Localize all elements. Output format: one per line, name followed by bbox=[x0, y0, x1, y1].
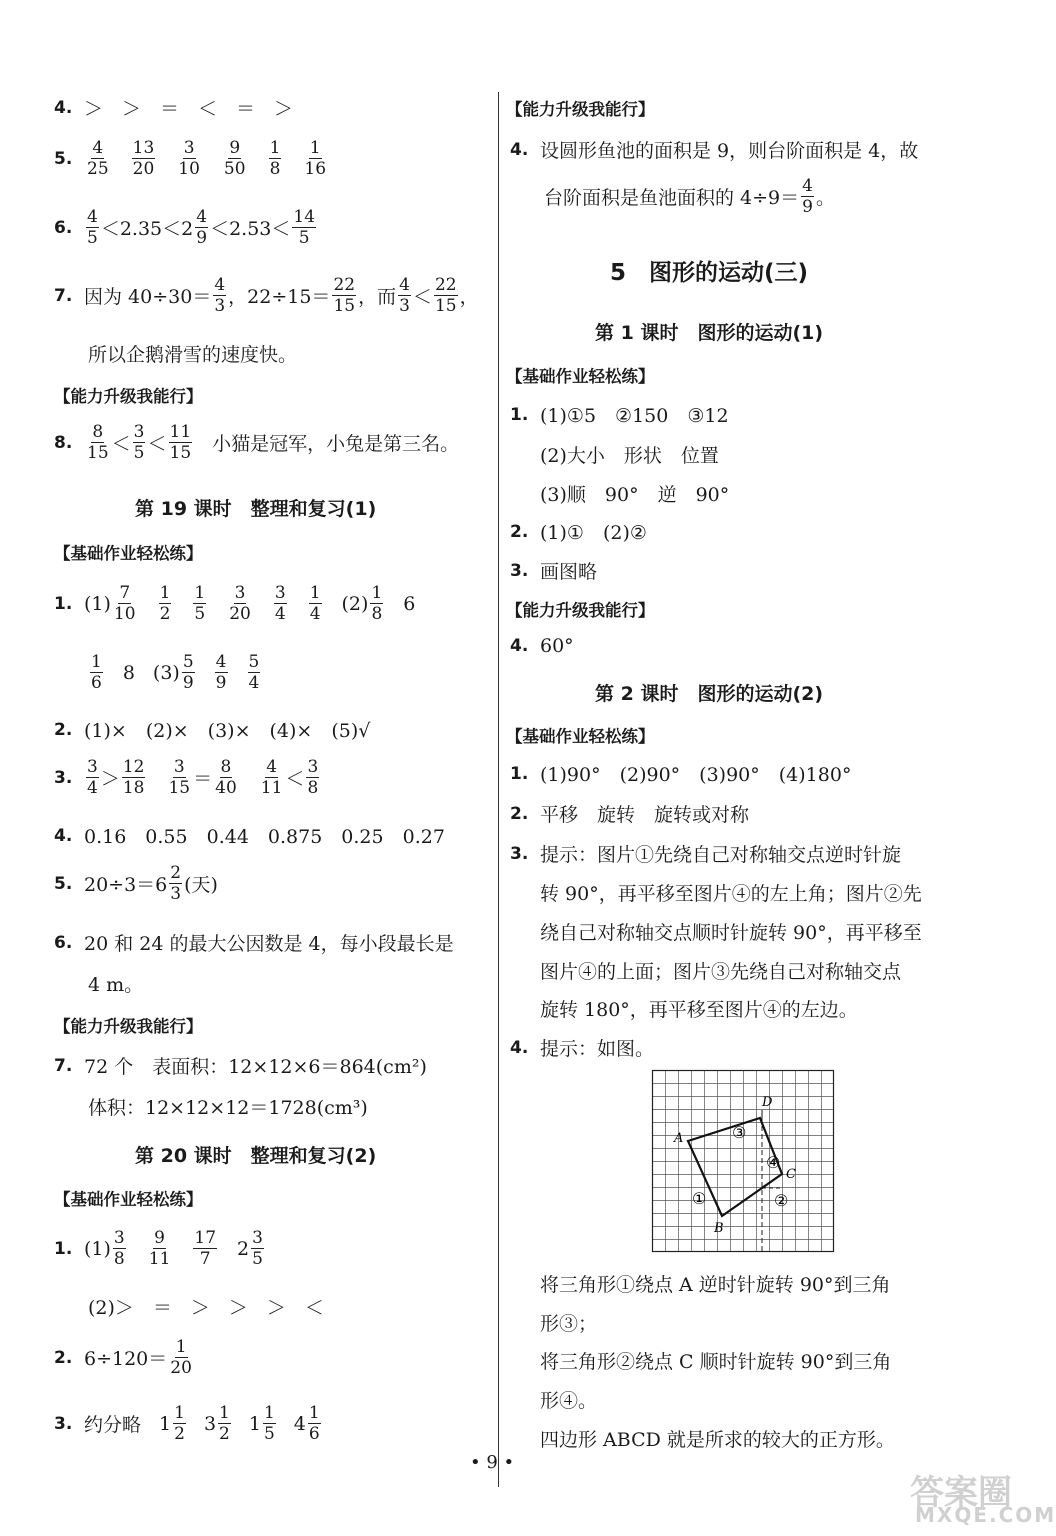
fraction: $\frac{4}{9}$ bbox=[802, 176, 813, 217]
l1-q1-line2: (2)大小 形状 位置 bbox=[540, 445, 719, 467]
fraction: $\frac{8}{40}$ bbox=[215, 757, 237, 798]
left-q6: 6. $\frac{4}{5}$ ＜2.35＜2 $\frac{4}{9}$ ＜2.53＜ $\frac{14}{5}$ bbox=[54, 207, 316, 248]
fraction: $\frac{1}{2}$ bbox=[174, 1403, 185, 1444]
fraction: $\frac{12}{18}$ bbox=[122, 757, 145, 798]
right-q4-line2: 台阶面积是鱼池面积的 4÷9＝ $\frac{4}{9}$ 。 bbox=[544, 176, 835, 217]
l2-q3-line4: 图片④的上面；图片③先绕自己对称轴交点 bbox=[540, 961, 902, 983]
fraction: $\frac{22}{15}$ bbox=[333, 275, 356, 316]
left-q4-text: ＞ ＞ ＝ ＜ ＝ ＞ bbox=[84, 98, 294, 120]
lesson-title: 第 1 课时 图形的运动(1) bbox=[595, 322, 824, 344]
l19-q6: 6. 20 和 24 的最大公因数是 4，每小段最长是 bbox=[54, 932, 454, 955]
label-b: B bbox=[714, 1221, 724, 1236]
left-q7: 7. 因为 40÷30＝ $\frac{4}{3}$ ，22÷15＝ $\frac{22}{15}$ ，而 $\frac{4}{3}$ ＜ $\frac{22}{15}$ ， bbox=[54, 275, 479, 316]
l2-q3-line5: 旋转 180°，再平移至图片④的左边。 bbox=[540, 999, 858, 1021]
mixed-whole: 4 bbox=[293, 1412, 306, 1435]
fraction: $\frac{1}{8}$ bbox=[269, 138, 281, 179]
fraction: $\frac{13}{20}$ bbox=[132, 138, 155, 179]
l2-q4-after3: 将三角形②绕点 C 顺时针旋转 90°到三角 bbox=[540, 1351, 892, 1373]
l20-q1: 1. (1) $\frac{3}{8}$ $\frac{9}{11}$ $\frac{17}{7}$ 2 $\frac{3}{5}$ bbox=[54, 1228, 263, 1269]
l2-q4-after2: 形③； bbox=[540, 1313, 598, 1335]
left-q8: 8. $\frac{8}{15}$ ＜ $\frac{3}{5}$ ＜ $\frac{11}{15}$ 小猫是冠军，小兔是第三名。 bbox=[54, 422, 460, 463]
page-number: • 9 • bbox=[470, 1452, 515, 1473]
chapter-title: 5 图形的运动(三) bbox=[610, 260, 809, 286]
mixed-whole: 1 bbox=[159, 1412, 172, 1435]
l2-q4-after4: 形④。 bbox=[540, 1390, 598, 1412]
section-heading: 【能力升级我能行】 bbox=[54, 1017, 203, 1036]
l19-q6-line2: 4 m。 bbox=[88, 974, 144, 996]
label-c: C bbox=[786, 1167, 796, 1182]
left-q5-fractions bbox=[84, 138, 329, 179]
fraction: $\frac{4}{9}$ bbox=[196, 207, 208, 248]
lesson-title: 第 2 课时 图形的运动(2) bbox=[595, 683, 824, 705]
grid-lines bbox=[652, 1070, 834, 1252]
fraction: $\frac{1}{8}$ bbox=[371, 583, 383, 624]
fraction: $\frac{3}{15}$ bbox=[168, 757, 191, 798]
fraction: $\frac{4}{25}$ bbox=[87, 138, 109, 179]
left-q5: 5. $\frac{4}{25}$ $\frac{13}{20}$ $\frac{3}{10}$ $\frac{9}{50}$ $\frac{1}{8}$ $\frac{1}{16}$ bbox=[54, 138, 329, 179]
fraction: $\frac{1}{20}$ bbox=[170, 1337, 192, 1378]
fraction-group bbox=[180, 652, 262, 693]
fraction: $\frac{5}{4}$ bbox=[248, 652, 260, 693]
l2-q4-after1: 将三角形①绕点 A 逆时针旋转 90°到三角 bbox=[540, 1274, 891, 1296]
fraction: $\frac{9}{50}$ bbox=[223, 138, 246, 179]
l19-q7-line2: 体积：12×12×12＝1728(cm³) bbox=[88, 1097, 368, 1119]
fraction: $\frac{4}{11}$ bbox=[260, 757, 283, 798]
l2-q4-after5: 四边形 ABCD 就是所求的较大的正方形。 bbox=[540, 1429, 895, 1451]
left-q4: 4. ＞ ＞ ＝ ＜ ＝ ＞ bbox=[54, 94, 293, 121]
fraction: $\frac{3}{10}$ bbox=[178, 138, 200, 179]
fraction: $\frac{1}{6}$ bbox=[308, 1403, 320, 1444]
fraction: $\frac{1}{4}$ bbox=[309, 583, 321, 624]
mixed-number-group bbox=[159, 1403, 323, 1444]
right-q4: 4. 设圆形鱼池的面积是 9，则台阶面积是 4，故 bbox=[510, 139, 919, 162]
lesson-title: 第 20 课时 整理和复习(2) bbox=[135, 1145, 377, 1167]
l19-q4: 4. 0.16 0.55 0.44 0.875 0.25 0.27 bbox=[54, 825, 445, 848]
l19-q7: 7. 72 个 表面积：12×12×6＝864(cm²) bbox=[54, 1055, 427, 1078]
mixed-whole: 1 bbox=[248, 1412, 261, 1435]
fraction: $\frac{1}{5}$ bbox=[194, 583, 206, 624]
fraction: $\frac{14}{5}$ bbox=[293, 207, 316, 248]
fraction-group bbox=[111, 583, 324, 624]
fraction: $\frac{4}{9}$ bbox=[215, 652, 227, 693]
l20-q3: 3. 约分略 1 $\frac{1}{2}$ 3 $\frac{1}{2}$ 1 $\frac{1}{5}$ 4 $\frac{1}{6}$ bbox=[54, 1403, 323, 1444]
section-heading: 【能力升级我能行】 bbox=[54, 387, 203, 406]
l1-q3: 3. 画图略 bbox=[510, 560, 598, 583]
fraction: $\frac{22}{15}$ bbox=[434, 275, 457, 316]
l2-q2: 2. 平移 旋转 旋转或对称 bbox=[510, 803, 750, 826]
fraction: $\frac{5}{9}$ bbox=[182, 652, 194, 693]
label-d: D bbox=[762, 1095, 773, 1110]
fraction: $\frac{3}{4}$ bbox=[274, 583, 286, 624]
region-1: ① bbox=[692, 1189, 707, 1208]
section-heading: 【基础作业轻松练】 bbox=[506, 367, 655, 386]
fraction: $\frac{1}{2}$ bbox=[219, 1403, 230, 1444]
section-heading: 【能力升级我能行】 bbox=[506, 601, 655, 620]
l19-q1: 1. (1) $\frac{7}{10}$ $\frac{1}{2}$ $\frac{1}{5}$ $\frac{3}{20}$ $\frac{3}{4}$ $\frac{1}{4}$ (2) $\frac{1}{8}$ 6 bbox=[54, 583, 416, 624]
section-heading: 【能力升级我能行】 bbox=[506, 100, 655, 119]
l2-q4: 4. 提示：如图。 bbox=[510, 1037, 655, 1060]
l19-q3: 3. $\frac{3}{4}$ ＞ $\frac{12}{18}$ $\frac{3}{15}$ ＝ $\frac{8}{40}$ $\frac{4}{11}$ ＜ $\frac{3}{8}$ bbox=[54, 757, 319, 798]
l1-q4: 4. 60° bbox=[510, 635, 574, 657]
l2-q3: 3. 提示：图片①先绕自己对称轴交点逆时针旋 bbox=[510, 843, 902, 866]
l20-q2: 2. 6÷120＝ $\frac{1}{20}$ bbox=[54, 1337, 192, 1378]
section-heading: 【基础作业轻松练】 bbox=[506, 727, 655, 746]
fraction: $\frac{3}{20}$ bbox=[229, 583, 251, 624]
watermark-logo: 答案圈 bbox=[910, 1473, 1012, 1513]
mixed-whole: 3 bbox=[203, 1412, 217, 1435]
fraction: $\frac{1}{2}$ bbox=[159, 583, 171, 624]
fraction: $\frac{1}{5}$ bbox=[263, 1403, 275, 1444]
fraction: $\frac{3}{5}$ bbox=[252, 1228, 263, 1269]
fraction: $\frac{2}{3}$ bbox=[170, 863, 182, 904]
rotation-grid-figure bbox=[652, 1070, 834, 1252]
fraction: $\frac{3}{5}$ bbox=[133, 422, 145, 463]
left-q7-line2: 所以企鹅滑雪的速度快。 bbox=[88, 344, 298, 366]
column-divider bbox=[498, 92, 499, 1487]
l2-q1: 1. (1)90° (2)90° (3)90° (4)180° bbox=[510, 763, 852, 786]
l1-q2: 2. (1)① (2)② bbox=[510, 521, 647, 544]
l2-q3-line3: 绕自己对称轴交点顺时针旋转 90°，再平移至 bbox=[540, 922, 922, 944]
lesson-title: 第 19 课时 整理和复习(1) bbox=[135, 498, 377, 520]
fraction: $\frac{4}{3}$ bbox=[399, 275, 410, 316]
region-3: ③ bbox=[732, 1123, 747, 1142]
fraction: $\frac{7}{10}$ bbox=[113, 583, 136, 624]
fraction: $\frac{9}{11}$ bbox=[148, 1228, 171, 1269]
fraction: $\frac{3}{8}$ bbox=[307, 757, 319, 798]
label-a: A bbox=[674, 1131, 684, 1146]
fraction: $\frac{1}{6}$ bbox=[91, 652, 102, 693]
fraction: $\frac{4}{3}$ bbox=[214, 275, 226, 316]
l2-q3-line2: 转 90°，再平移至图片④的左上角；图片②先 bbox=[540, 883, 922, 905]
fraction: $\frac{8}{15}$ bbox=[87, 422, 109, 463]
region-2: ② bbox=[774, 1191, 789, 1210]
l19-q5: 5. 20÷3＝6 $\frac{2}{3}$ (天) bbox=[54, 863, 218, 904]
section-heading: 【基础作业轻松练】 bbox=[54, 1190, 203, 1209]
l1-q1: 1. (1)①5 ②150 ③12 bbox=[510, 404, 729, 427]
l1-q1-line3: (3)顺 90° 逆 90° bbox=[540, 484, 730, 506]
l19-q1-line2: $\frac{1}{6}$ 8 (3) $\frac{5}{9}$ $\frac{4}{9}$ $\frac{5}{4}$ bbox=[88, 652, 262, 693]
region-4: ④ bbox=[766, 1153, 781, 1172]
l20-q1-line2: (2)＞ ＝ ＞ ＞ ＞ ＜ bbox=[88, 1297, 324, 1319]
fraction: $\frac{3}{4}$ bbox=[87, 757, 98, 798]
fraction: $\frac{11}{15}$ bbox=[169, 422, 192, 463]
watermark-url: MXQE.COM bbox=[915, 1503, 1056, 1527]
fraction: $\frac{1}{16}$ bbox=[304, 138, 327, 179]
fraction: $\frac{3}{8}$ bbox=[113, 1228, 125, 1269]
fraction: $\frac{17}{7}$ bbox=[194, 1228, 217, 1269]
grid-border bbox=[653, 1071, 834, 1252]
fraction: $\frac{4}{5}$ bbox=[87, 207, 98, 248]
section-heading: 【基础作业轻松练】 bbox=[54, 544, 203, 563]
fraction-group bbox=[111, 1228, 219, 1269]
l19-q2: 2. (1)× (2)× (3)× (4)× (5)√ bbox=[54, 719, 371, 742]
